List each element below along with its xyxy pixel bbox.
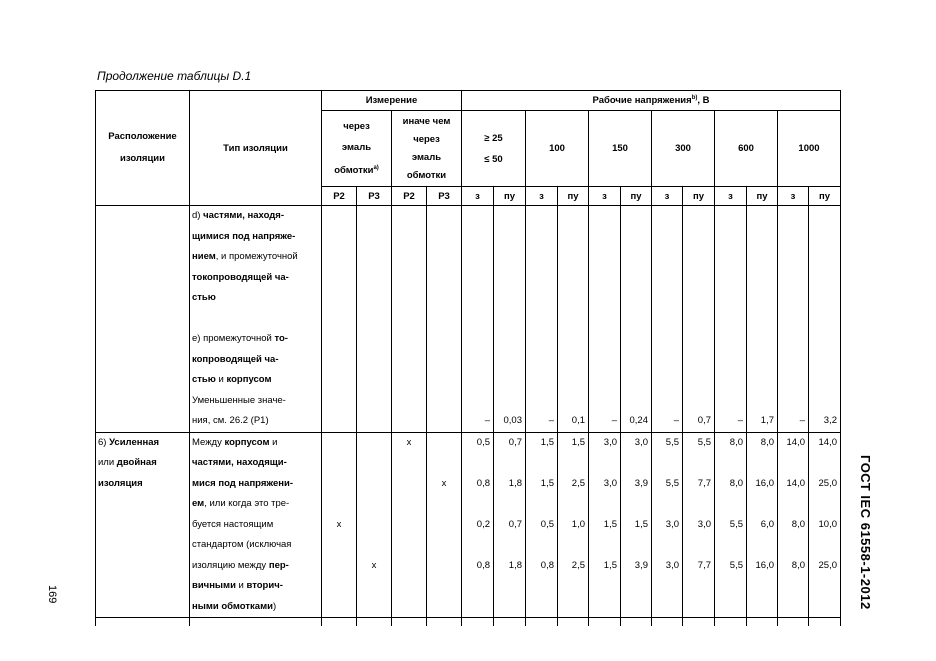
row-f-values-pu100: 1,5 2,5 1,0 2,5 xyxy=(558,432,589,618)
row-e-value-pu50: 0,03 xyxy=(494,206,526,433)
header-voltage-600: 600 xyxy=(715,111,778,187)
header-pu: пу xyxy=(747,187,778,206)
row-f-values-pu150: 3,0 3,9 1,5 3,9 xyxy=(621,432,652,618)
header-z: з xyxy=(652,187,683,206)
row-f-marks-p3-other xyxy=(427,432,462,618)
header-p2-other: P2 xyxy=(392,187,427,206)
mark-x: x xyxy=(336,518,342,530)
row-f-location: 6) Усиленная или двойная изоляция xyxy=(96,432,190,618)
row-e-value-z300: – xyxy=(652,206,683,433)
row-f-values-z50: 0,5 0,8 0,2 0,8 xyxy=(462,432,494,618)
insulation-table xyxy=(95,90,841,626)
header-pu: пу xyxy=(683,187,715,206)
header-measurement: Измерение xyxy=(322,91,462,111)
header-voltage-50: ≥ 25 ≤ 50 xyxy=(462,111,526,187)
row-de-type: d) частями, находя- щимися под напряже- нием, и промежуточной токопроводящей ча- стью e) промежуточной то- копроводящей ча- стью и корпусом Уменьшенные значе- ния, см. 26.2 (Р1) xyxy=(190,206,322,433)
mark-x: x xyxy=(441,477,447,489)
row-f-values-z150: 3,0 3,0 1,5 1,5 xyxy=(589,432,621,618)
header-pu: пу xyxy=(558,187,589,206)
header-voltage-100: 100 xyxy=(526,111,589,187)
row-e-value-z1000: – xyxy=(778,206,809,433)
row-e-value-z600: – xyxy=(715,206,747,433)
header-p3-enamel: P3 xyxy=(357,187,392,206)
header-z: з xyxy=(715,187,747,206)
header-pu: пу xyxy=(494,187,526,206)
header-p3-other: P3 xyxy=(427,187,462,206)
row-f-values-pu50: 0,7 1,8 0,7 1,8 xyxy=(494,432,526,618)
header-voltage-1000: 1000 xyxy=(778,111,841,187)
row-f-values-pu300: 5,5 7,7 3,0 7,7 xyxy=(683,432,715,618)
row-f-values-pu1000: 14,0 25,0 10,0 25,0 xyxy=(809,432,841,618)
row-e-value-z100: – xyxy=(526,206,558,433)
header-pu: пу xyxy=(809,187,841,206)
row-f-values-pu600: 8,0 16,0 6,0 16,0 xyxy=(747,432,778,618)
header-type: Тип изоляции xyxy=(190,91,322,206)
row-f-type: Между корпусом и частями, находящи- мися под напряжени- ем, или когда это тре- буется настоящим стандартом (исключая изоляцию между пер- вичными и вторич- ными обмотками) xyxy=(190,432,322,618)
header-z: з xyxy=(462,187,494,206)
cell-empty xyxy=(357,206,392,433)
mark-x: x xyxy=(371,559,377,571)
row-f-values-z600: 8,0 8,0 5,5 5,5 xyxy=(715,432,747,618)
row-f-values-z1000: 14,0 14,0 8,0 8,0 xyxy=(778,432,809,618)
header-z: з xyxy=(589,187,621,206)
row-de-location xyxy=(96,206,190,433)
row-e-value-z150: – xyxy=(589,206,621,433)
cell-empty xyxy=(427,206,462,433)
row-e-value-pu1000: 3,2 xyxy=(809,206,841,433)
row-f-marks-p3-enamel xyxy=(357,432,392,618)
header-p2-enamel: P2 xyxy=(322,187,357,206)
row-e-value-pu300: 0,7 xyxy=(683,206,715,433)
row-f-values-z100: 1,5 1,5 0,5 0,8 xyxy=(526,432,558,618)
row-e-value-pu150: 0,24 xyxy=(621,206,652,433)
mark-x: x xyxy=(406,436,412,448)
header-location: Расположение изоляции xyxy=(96,91,190,206)
row-f-marks-p2-enamel xyxy=(322,432,357,618)
header-through-enamel: через эмаль обмотки$^{a)}$ xyxy=(322,111,392,187)
cell-empty xyxy=(392,206,427,433)
cell-empty xyxy=(322,206,357,433)
header-other-than-enamel: иначе чем через эмаль обмотки xyxy=(392,111,462,187)
header-voltage-150: 150 xyxy=(589,111,652,187)
header-z: з xyxy=(526,187,558,206)
header-voltage-300: 300 xyxy=(652,111,715,187)
row-e-value-pu600: 1,7 xyxy=(747,206,778,433)
row-f-marks-p2-other xyxy=(392,432,427,618)
table-caption: Продолжение таблицы D.1 xyxy=(97,69,252,83)
header-voltage: Рабочие напряжения$^{b)}$, В xyxy=(462,91,841,111)
header-pu: пу xyxy=(621,187,652,206)
header-z: з xyxy=(778,187,809,206)
row-e-value-pu100: 0,1 xyxy=(558,206,589,433)
row-f-values-z300: 5,5 5,5 3,0 3,0 xyxy=(652,432,683,618)
row-e-value-z50: – xyxy=(462,206,494,433)
